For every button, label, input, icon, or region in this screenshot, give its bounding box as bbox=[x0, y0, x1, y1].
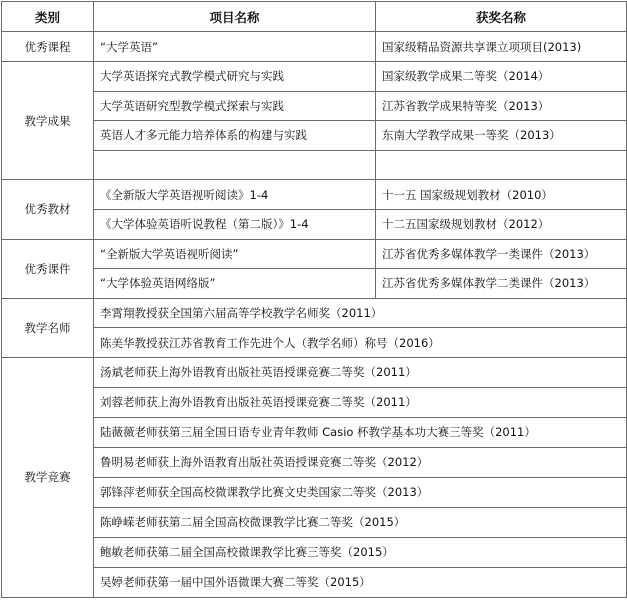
table-row bbox=[2, 32, 627, 62]
category-cell: 教学名师 bbox=[2, 298, 94, 357]
project-cell: “大学体验英语网络版” bbox=[94, 269, 376, 299]
awards-table bbox=[1, 1, 627, 598]
award-cell: 江苏省优秀多媒体教学二类课件（2013） bbox=[376, 269, 627, 299]
award-cell: 十一五 国家级规划教材（2010） bbox=[376, 180, 627, 210]
project-cell: 大学英语探究式教学模式研究与实践 bbox=[94, 62, 376, 92]
category-cell: 优秀课程 bbox=[2, 32, 94, 62]
award-cell: 国家级教学成果二等奖（2014） bbox=[376, 62, 627, 92]
merged-cell: 陆薇薇老师获第三届全国日语专业青年教师 Casio 杯教学基本功大赛三等奖（2011） bbox=[94, 417, 627, 447]
table-row bbox=[2, 239, 627, 269]
merged-cell: 吴婷老师获第一届中国外语微课大赛二等奖（2015） bbox=[94, 567, 627, 597]
table-row bbox=[2, 209, 627, 239]
header-category: 类别 bbox=[2, 2, 94, 32]
project-cell: “大学英语” bbox=[94, 32, 376, 62]
header-award: 获奖名称 bbox=[376, 2, 627, 32]
empty-cell bbox=[376, 150, 627, 180]
table-row bbox=[2, 269, 627, 299]
merged-cell: 刘蓉老师获上海外语教育出版社英语授课竞赛二等奖（2011） bbox=[94, 387, 627, 417]
merged-cell: 李霄翔教授获全国第六届高等学校教学名师奖（2011） bbox=[94, 298, 627, 328]
table-row bbox=[2, 298, 627, 328]
table-row bbox=[2, 180, 627, 210]
table-row bbox=[2, 567, 627, 597]
award-cell: 十二五国家级规划教材（2012） bbox=[376, 209, 627, 239]
category-cell: 优秀教材 bbox=[2, 180, 94, 239]
table-row bbox=[2, 477, 627, 507]
header-project: 项目名称 bbox=[94, 2, 376, 32]
project-cell: 《全新版大学英语视听阅读》1-4 bbox=[94, 180, 376, 210]
merged-cell: 陈峥嵘老师获第二届全国高校微课教学比赛二等奖（2015） bbox=[94, 507, 627, 537]
merged-cell: 郭锋萍老师获全国高校微课教学比赛文史类国家二等奖（2013） bbox=[94, 477, 627, 507]
header-row bbox=[2, 2, 627, 32]
table-row bbox=[2, 507, 627, 537]
table-row bbox=[2, 357, 627, 387]
table-row-empty bbox=[2, 150, 627, 180]
award-cell: 江苏省教学成果特等奖（2013） bbox=[376, 91, 627, 121]
award-cell: 江苏省优秀多媒体教学一类课件（2013） bbox=[376, 239, 627, 269]
merged-cell: 鲁明易老师获上海外语教育出版社英语授课竞赛二等奖（2012） bbox=[94, 447, 627, 477]
project-cell: 《大学体验英语听说教程（第二版）》1-4 bbox=[94, 209, 376, 239]
project-cell: “全新版大学英语视听阅读” bbox=[94, 239, 376, 269]
category-cell: 教学竞赛 bbox=[2, 357, 94, 597]
empty-cell bbox=[94, 150, 376, 180]
table-row bbox=[2, 417, 627, 447]
project-cell: 英语人才多元能力培养体系的构建与实践 bbox=[94, 121, 376, 151]
category-cell: 教学成果 bbox=[2, 62, 94, 180]
table-row bbox=[2, 537, 627, 567]
table-row bbox=[2, 121, 627, 151]
table-row bbox=[2, 62, 627, 92]
table-row bbox=[2, 387, 627, 417]
table-row bbox=[2, 91, 627, 121]
merged-cell: 陈美华教授获江苏省教育工作先进个人（教学名师）称号（2016） bbox=[94, 328, 627, 358]
merged-cell: 鲍敏老师获第二届全国高校微课教学比赛三等奖（2015） bbox=[94, 537, 627, 567]
table-row bbox=[2, 447, 627, 477]
category-cell: 优秀课件 bbox=[2, 239, 94, 298]
table-row bbox=[2, 328, 627, 358]
award-cell: 东南大学教学成果一等奖（2013） bbox=[376, 121, 627, 151]
award-cell: 国家级精品资源共享课立项项目(2013) bbox=[376, 32, 627, 62]
project-cell: 大学英语研究型教学模式探索与实践 bbox=[94, 91, 376, 121]
merged-cell: 汤斌老师获上海外语教育出版社英语授课竞赛二等奖（2011） bbox=[94, 357, 627, 387]
